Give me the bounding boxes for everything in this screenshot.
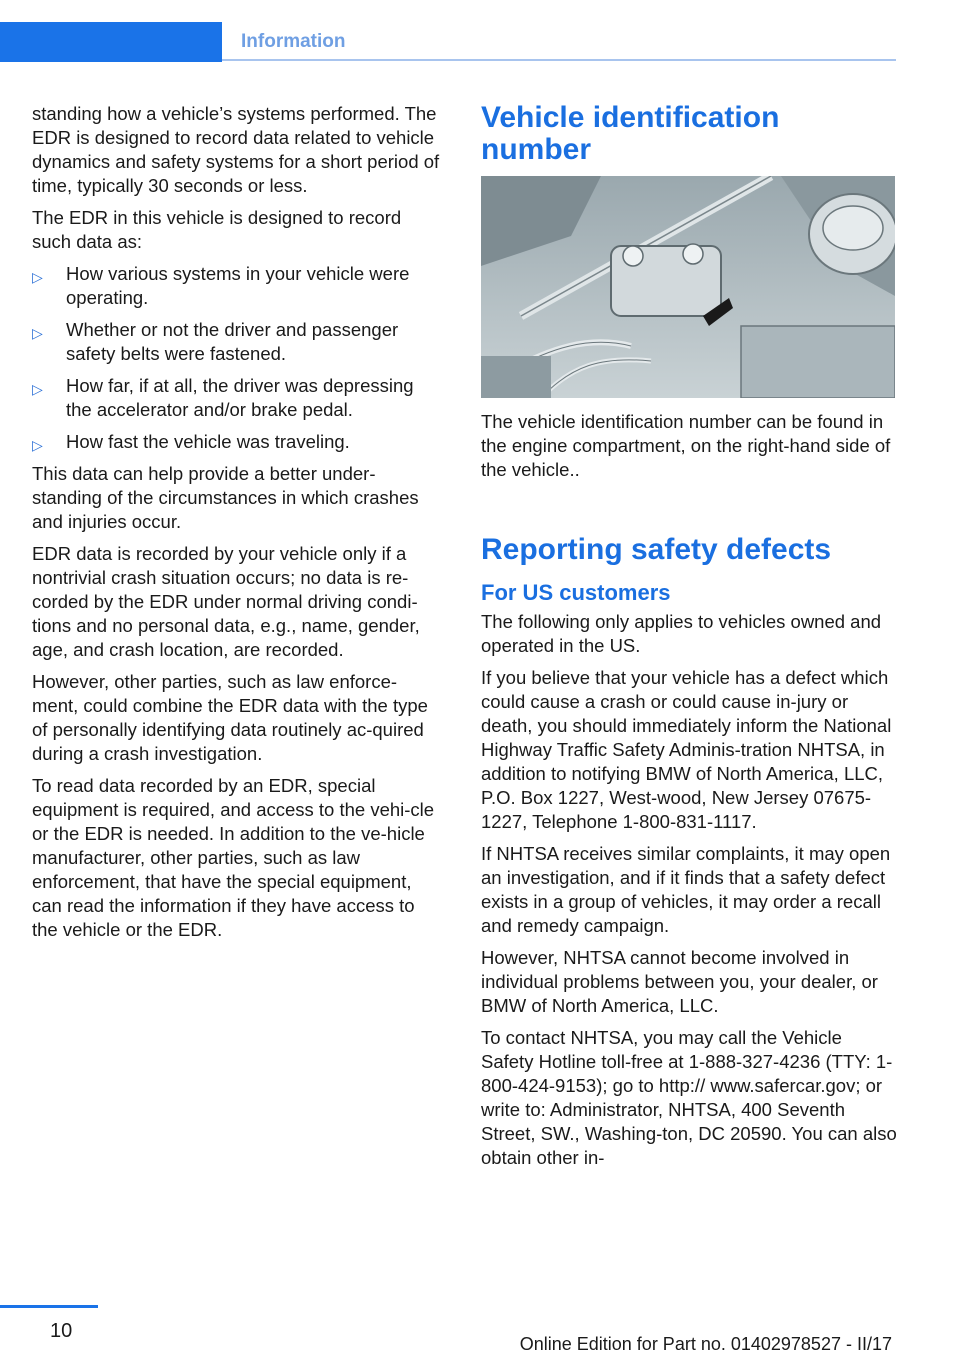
paragraph: standing how a vehicle’s systems performed. The EDR is designed to record data related to vehicle dynamics and safety systems for a short period of time, typically 30 seconds or less.	[32, 103, 440, 196]
list-item-text: How fast the vehicle was traveling.	[66, 431, 350, 452]
us-customers-heading: For US customers	[481, 580, 671, 605]
paragraph: This data can help provide a better under‐standing of the circumstances in which crashes and injuries occur.	[32, 463, 419, 532]
list-item	[32, 318, 442, 366]
paragraph: The vehicle identification number can be found in the engine compartment, on the right-hand side of the vehicle..	[481, 411, 891, 480]
right-column	[481, 102, 897, 1178]
paragraph: However, other parties, such as law enforce‐ment, could combine the EDR data with the type of personally identifying data routinely ac‐quired during a crash investigation.	[32, 671, 428, 764]
header-accent-bar	[0, 22, 222, 62]
list-item-text: How far, if at all, the driver was depressing the accelerator and/or brake pedal.	[66, 375, 414, 420]
header-rule	[222, 59, 896, 61]
list-item	[32, 374, 442, 422]
paragraph: The following only applies to vehicles owned and operated in the US.	[481, 611, 882, 656]
paragraph: However, NHTSA cannot become involved in individual problems between you, your dealer, or BMW of North America, LLC.	[481, 947, 878, 1016]
list-item-text: Whether or not the driver and passenger safety belts were fastened.	[66, 319, 399, 364]
triangle-bullet-icon: ▷	[32, 381, 43, 397]
paragraph: To read data recorded by an EDR, special equipment is required, and access to the vehi‐cle or the EDR is needed. In addition to the ve‐hicle manufacturer, other parties, such as law enforcement, that have the special equipment, can read the information if they have access to the vehicle or the EDR.	[32, 775, 435, 940]
paragraph: If NHTSA receives similar complaints, it may open an investigation, and if it finds that a safety defect exists in a group of vehicles, it may order a recall and remedy campaign.	[481, 843, 891, 936]
page-number: 10	[50, 1320, 73, 1342]
vin-heading: Vehicle identification number	[481, 101, 780, 166]
list-item	[32, 430, 442, 454]
paragraph: If you believe that your vehicle has a defect which could cause a crash or could cause in‐jury or death, you should immediately inform the National Highway Traffic Safety Adminis‐tration NHTSA, in addition to notifying BMW of North America, LLC, P.O. Box 1227, West‐wood, New Jersey 07675-1227, Telephone 1-800-831-1117.	[481, 667, 892, 832]
left-column	[32, 102, 442, 950]
bullet-list	[32, 262, 442, 454]
paragraph: The EDR in this vehicle is designed to record such data as:	[32, 207, 402, 252]
engine-compartment-illustration	[481, 176, 895, 398]
triangle-bullet-icon: ▷	[32, 269, 43, 285]
running-header: Information	[241, 31, 346, 52]
edition-note: Online Edition for Part no. 01402978527 - II/17	[519, 1334, 892, 1354]
paragraph: EDR data is recorded by your vehicle only if a nontrivial crash situation occurs; no data is re‐corded by the EDR under normal driving condi‐tions and no personal data, e.g., name, gender, age, and crash location, are recorded.	[32, 543, 420, 660]
engine-illustration-svg	[481, 176, 895, 398]
list-item	[32, 262, 442, 310]
list-item-text: How various systems in your vehicle were operating.	[66, 263, 410, 308]
triangle-bullet-icon: ▷	[32, 325, 43, 341]
paragraph: To contact NHTSA, you may call the Vehicle Safety Hotline toll-free at 1-888-327-4236 (TTY: 1-800-424-9153); go to http:// www.safercar.gov; or write to: Administrator, NHTSA, 400 Seventh Street, SW., Washing‐ton, DC 20590. You can also obtain other in‐	[481, 1027, 897, 1168]
reporting-heading: Reporting safety defects	[481, 533, 832, 566]
footer-rule	[0, 1305, 98, 1308]
triangle-bullet-icon: ▷	[32, 437, 43, 453]
